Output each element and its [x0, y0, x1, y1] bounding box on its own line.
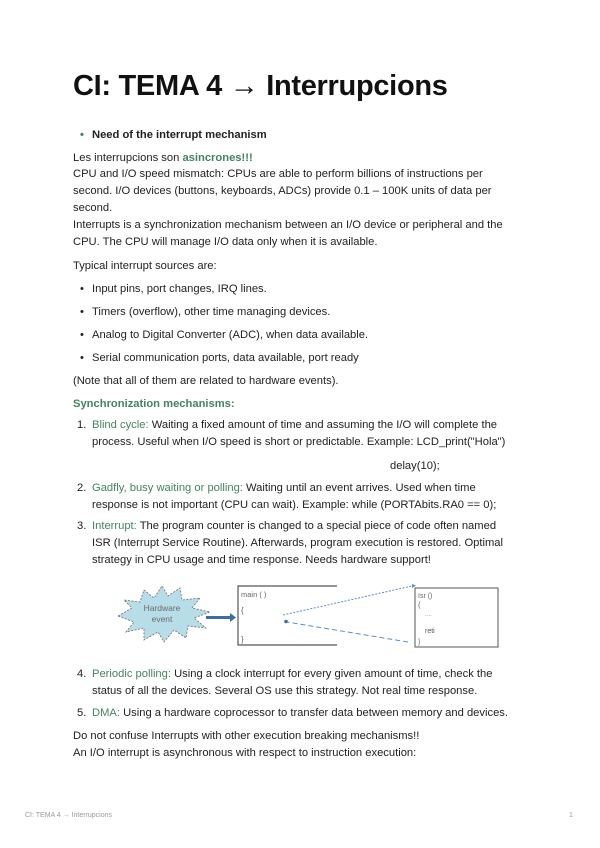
mechanism-number: 4. — [77, 668, 87, 680]
mechanism-term: Blind cycle: — [92, 419, 149, 431]
source-item: • Timers (overflow), other time managing devices. — [92, 304, 330, 321]
mechanism-term: DMA: — [92, 707, 120, 719]
mechanism-item — [77, 666, 542, 700]
speed-line: second. — [73, 202, 113, 214]
speed-line: Interrupts is a synchronization mechanism between an I/O device or peripheral and the — [73, 219, 503, 231]
source-item: • Serial communication ports, data available, port ready — [92, 350, 359, 367]
source-item: • Analog to Digital Converter (ADC), when data available. — [92, 327, 368, 344]
sync-heading: Synchronization mechanisms: — [73, 398, 235, 410]
mechanism-item — [77, 417, 542, 451]
mechanism-text: ISR (Interrupt Service Routine). Afterwards, program execution is restored. Optimal — [92, 537, 503, 549]
speed-paragraph — [73, 166, 543, 251]
closing-paragraph — [73, 728, 543, 762]
speed-line: CPU. The CPU will manage I/O data only when it is available. — [73, 236, 378, 248]
mechanism-text: process. Useful when I/O speed is short or predictable. Example: LCD_print("Hola") — [92, 436, 506, 448]
mechanism-extra: delay(10); — [390, 460, 440, 472]
isr-dots: .... — [425, 612, 432, 618]
mechanism-number: 5. — [77, 707, 87, 719]
main-open: { — [241, 606, 244, 615]
mechanism-text: Waiting until an event arrives. Used when time — [246, 482, 476, 494]
mechanism-item — [77, 480, 542, 514]
return-arrow — [287, 622, 408, 642]
async-line — [73, 150, 253, 167]
event-arrow — [206, 616, 230, 619]
call-arrow — [283, 586, 412, 615]
closing-line: Do not confuse Interrupts with other execution breaking mechanisms!! — [73, 730, 420, 742]
async-prefix: Les interrupcions son — [73, 152, 183, 164]
isr-diagram — [110, 578, 510, 648]
mechanism-number: 3. — [77, 520, 87, 532]
main-title: main ( ) — [241, 590, 267, 599]
mechanism-text: Waiting a fixed amount of time and assuming the I/O will complete the — [151, 419, 498, 431]
mechanism-text: status of all the devices. Several OS use this strategy. Not real time response. — [92, 685, 478, 697]
mechanism-text: Using a clock interrupt for every given amount of time, check the — [174, 668, 493, 680]
mechanism-item — [77, 705, 552, 722]
speed-line: CPU and I/O speed mismatch: CPUs are able to perform billions of instructions per — [73, 168, 483, 180]
mechanism-term: Gadfly, busy waiting or polling: — [92, 482, 243, 494]
mechanism-term: Periodic polling: — [92, 668, 171, 680]
footer-title: CI: TEMA 4 → Interrupcions — [25, 812, 113, 819]
main-close: } — [241, 635, 244, 644]
isr-open: { — [418, 602, 421, 609]
sources-intro: Typical interrupt sources are: — [73, 260, 217, 272]
mechanism-item — [77, 518, 542, 569]
isr-title: Isr () — [418, 593, 433, 600]
speed-line: second. I/O devices (buttons, keyboards, ADCs) provide 0.1 – 100K units of data per — [73, 185, 492, 197]
closing-line: An I/O interrupt is asynchronous with respect to instruction execution: — [73, 747, 417, 759]
async-highlight: asincrones!!! — [182, 152, 253, 164]
source-item: • Input pins, port changes, IRQ lines. — [92, 281, 267, 298]
page-title: CI: TEMA 4 → Interrupcions — [73, 70, 448, 102]
mechanism-number: 1. — [77, 419, 87, 431]
footer-page-number: 1 — [569, 812, 573, 819]
mechanism-term: Interrupt: — [92, 520, 137, 532]
mechanism-text: strategy in CPU usage and time response. Needs hardware support! — [92, 554, 431, 566]
need-heading: • Need of the interrupt mechanism — [92, 127, 267, 144]
event-label-2: event — [151, 614, 173, 624]
isr-reti: reti — [425, 628, 435, 635]
event-label-1: Hardware — [143, 603, 181, 613]
mechanism-text: Using a hardware coprocessor to transfer data between memory and devices. — [123, 707, 508, 719]
isr-close: } — [418, 639, 421, 646]
mechanism-text: response is not important (CPU can wait). Example: while (PORTAbits.RA0 == 0); — [92, 499, 497, 511]
sources-note: (Note that all of them are related to hardware events). — [73, 375, 339, 387]
mechanism-number: 2. — [77, 482, 87, 494]
mechanism-text: The program counter is changed to a special piece of code often named — [139, 520, 497, 532]
